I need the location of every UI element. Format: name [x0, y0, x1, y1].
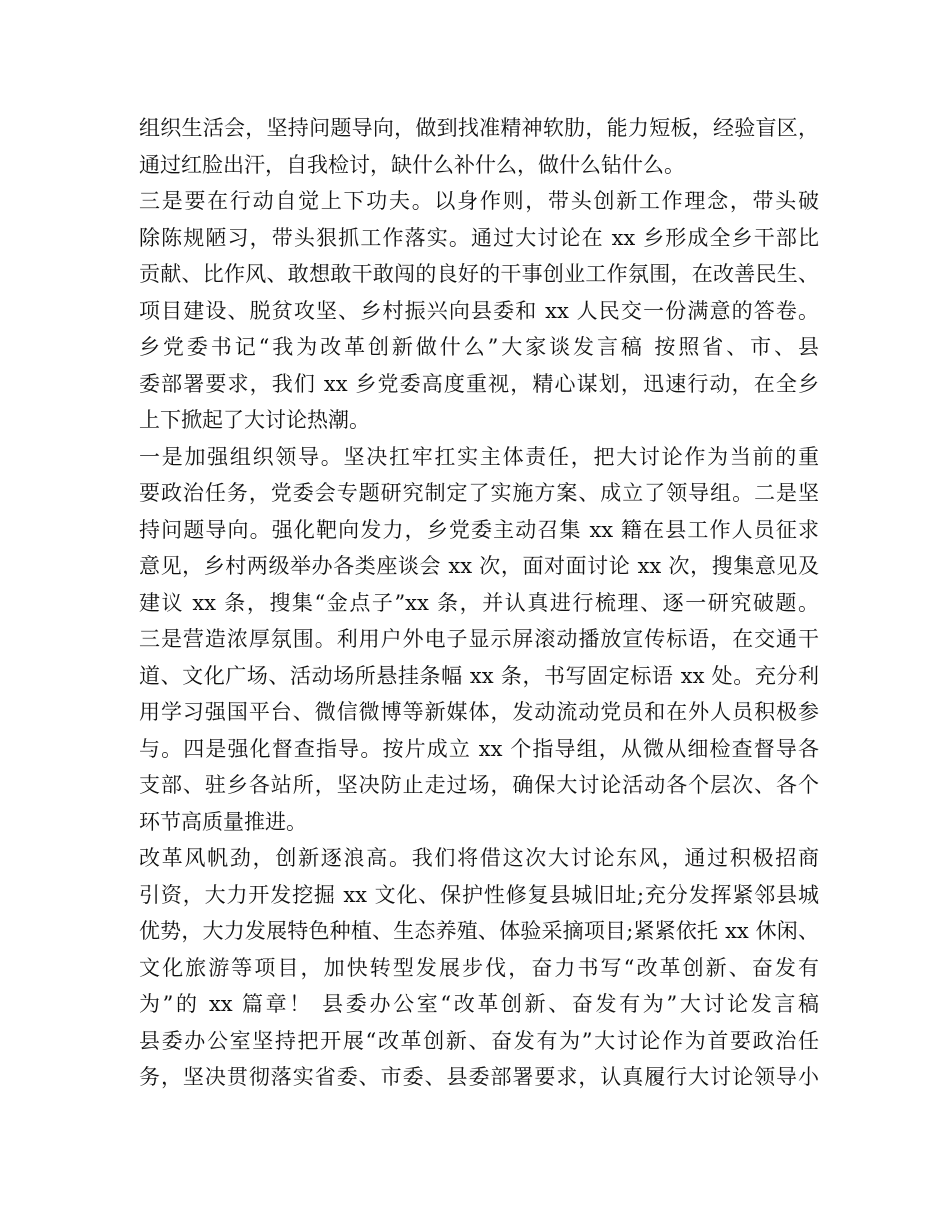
text-line: 持问题导向。强化靶向发力，乡党委主动召集 xx 籍在县工作人员征求 [139, 517, 819, 542]
text-line: 除陈规陋习，带头狠抓工作落实。通过大讨论在 xx 乡形成全乡干部比 [139, 225, 819, 250]
text-line: 意见，乡村两级举办各类座谈会 xx 次，面对面讨论 xx 次，搜集意见及 [139, 554, 819, 578]
text-line: 组织生活会，坚持问题导向，做到找准精神软肋，能力短板，经验盲区， [139, 116, 819, 140]
text-line: 为”的 xx 篇章！ 县委办公室“改革创新、奋发有为”大讨论发言稿 [139, 992, 819, 1016]
text-line: 道、文化广场、活动场所悬挂条幅 xx 条，书写固定标语 xx 处。充分利 [139, 663, 819, 688]
document-body [139, 110, 819, 1096]
text-line: 一是加强组织领导。坚决扛牢扛实主体责任，把大讨论作为当前的重 [139, 444, 819, 469]
text-line: 乡党委书记“我为改革创新做什么”大家谈发言稿 按照省、市、县 [139, 335, 819, 359]
text-line: 环节高质量推进。 [139, 809, 307, 834]
text-line: 用学习强国平台、微信微博等新媒体，发动流动党员和在外人员积极参 [139, 700, 819, 724]
text-line: 支部、驻乡各站所，坚决防止走过场，确保大讨论活动各个层次、各个 [139, 773, 819, 797]
text-line: 项目建设、脱贫攻坚、乡村振兴向县委和 xx 人民交一份满意的答卷。 [139, 298, 819, 323]
text-line: 贡献、比作风、敢想敢干敢闯的良好的干事创业工作氛围，在改善民生、 [139, 262, 819, 286]
text-line: 通过红脸出汗，自我检讨，缺什么补什么，做什么钻什么。 [139, 152, 685, 177]
text-line: 务，坚决贯彻落实省委、市委、县委部署要求，认真履行大讨论领导小 [139, 1065, 819, 1089]
text-line: 三是要在行动自觉上下功夫。以身作则，带头创新工作理念，带头破 [139, 189, 819, 213]
text-line: 上下掀起了大讨论热潮。 [139, 408, 370, 432]
text-line: 改革风帆劲，创新逐浪高。我们将借这次大讨论东风，通过积极招商 [139, 846, 819, 870]
text-line: 优势，大力发展特色种植、生态养殖、体验采摘项目;紧紧依托 xx 休闲、 [139, 919, 819, 943]
text-line: 引资，大力开发挖掘 xx 文化、保护性修复县城旧址;充分发挥紧邻县城 [139, 882, 819, 907]
text-line: 要政治任务，党委会专题研究制定了实施方案、成立了领导组。二是坚 [139, 481, 819, 505]
text-line: 与。四是强化督查指导。按片成立 xx 个指导组，从微从细检查督导各 [139, 736, 819, 761]
text-line: 委部署要求，我们 xx 乡党委高度重视，精心谋划，迅速行动，在全乡 [139, 371, 819, 396]
text-line: 文化旅游等项目，加快转型发展步伐，奋力书写“改革创新、奋发有 [139, 955, 819, 980]
text-line: 三是营造浓厚氛围。利用户外电子显示屏滚动播放宣传标语，在交通干 [139, 627, 819, 651]
text-line: 县委办公室坚持把开展“改革创新、奋发有为”大讨论作为首要政治任 [139, 1028, 819, 1053]
text-line: 建议 xx 条，搜集“金点子”xx 条，并认真进行梳理、逐一研究破题。 [139, 590, 819, 615]
